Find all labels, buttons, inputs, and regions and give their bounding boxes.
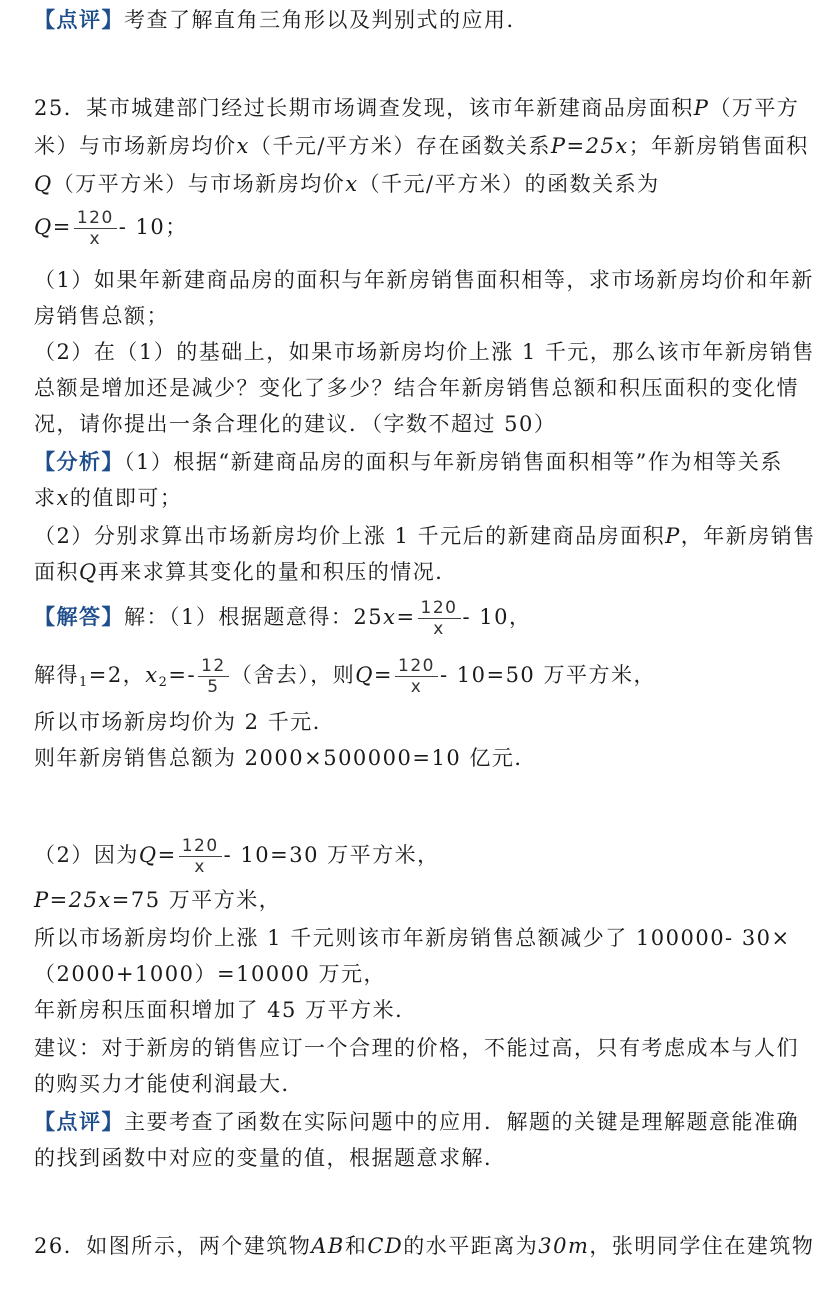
text: （万平方米）与市场新房均价 xyxy=(52,172,346,196)
denominator: x xyxy=(433,619,445,639)
q25-line-1 xyxy=(34,94,799,122)
answer-line-4: 则年新房销售总额为 2000×500000=10 亿元． xyxy=(34,746,537,770)
text: （2）因为 xyxy=(34,843,139,867)
text: 解：（1）根据题意得：25 xyxy=(124,605,384,629)
comment-line xyxy=(34,6,529,34)
q25-part2-c: 况，请你提出一条合理化的建议．（字数不超过 50） xyxy=(34,412,557,436)
q25-part2-a: （2）在（1）的基础上，如果市场新房均价上涨 1 千元，那么该市年新房销售 xyxy=(34,340,815,364)
text: - 10=50 万平方米， xyxy=(439,663,656,687)
text: 和 xyxy=(344,1234,368,1258)
text: （千元/平方米）的函数关系为 xyxy=(358,172,660,196)
fraction xyxy=(179,836,222,877)
denominator: 5 xyxy=(207,677,220,697)
text: = xyxy=(396,605,416,629)
answer-line-2 xyxy=(34,656,656,697)
answer-line-10: 建议：对于新房的销售应订一个合理的价格，不能过高，只有考虑成本与人们 xyxy=(34,1036,799,1060)
q25-line-3 xyxy=(34,170,660,198)
text: 的水平距离为 xyxy=(403,1234,539,1258)
var: P xyxy=(665,524,681,548)
var: 30m xyxy=(538,1234,590,1258)
var: P xyxy=(693,96,710,120)
denominator: x xyxy=(89,229,102,249)
var: Q xyxy=(79,560,98,584)
var: CD xyxy=(367,1234,404,1258)
comment-tag: 【点评】 xyxy=(34,1109,124,1134)
comment2-line-2: 的找到函数中对应的变量的值，根据题意求解． xyxy=(34,1146,507,1170)
answer-line-8: （2000+1000）=10000 万元， xyxy=(34,962,387,986)
var: Q= xyxy=(355,663,394,687)
answer-line-5 xyxy=(34,836,440,877)
text: 米）与市场新房均价 xyxy=(34,134,237,158)
fraction xyxy=(198,656,229,697)
text: - 10； xyxy=(118,215,188,239)
q25-formula xyxy=(34,208,188,249)
q25-part1-a: （1）如果年新建商品房的面积与年新房销售面积相等，求市场新房均价和年新 xyxy=(34,268,814,292)
text: =- xyxy=(168,663,197,687)
text: - 10=30 万平方米， xyxy=(223,843,440,867)
analysis-tag: 【分析】 xyxy=(34,449,124,474)
analysis-line-3 xyxy=(34,522,816,550)
text: =2， xyxy=(88,663,146,687)
subscript: 2 xyxy=(158,675,169,690)
numerator: 120 xyxy=(74,208,117,229)
var: x xyxy=(383,605,397,629)
fraction xyxy=(395,656,438,697)
denominator: x xyxy=(410,677,423,697)
text: 解得 xyxy=(34,663,79,687)
answer-line-7: 所以市场新房均价上涨 1 千元则该市年新房销售总额减少了 100000- 30× xyxy=(34,926,791,950)
text: （1）根据“新建商品房的面积与年新房销售面积相等”作为相等关系 xyxy=(124,450,783,474)
text: 面积 xyxy=(34,560,79,584)
numerator: 12 xyxy=(198,656,229,677)
comment-tag: 【点评】 xyxy=(34,7,124,32)
fraction xyxy=(74,208,117,249)
numerator: 120 xyxy=(179,836,222,857)
analysis-line-2 xyxy=(34,484,182,512)
fraction xyxy=(418,598,461,639)
var: AB xyxy=(311,1234,345,1258)
formula: P=25x xyxy=(34,888,112,912)
text: （2）分别求算出市场新房均价上涨 1 千元后的新建商品房面积 xyxy=(34,524,666,548)
denominator: x xyxy=(194,857,206,877)
numerator: 120 xyxy=(395,656,438,677)
text: 主要考查了函数在实际问题中的应用．解题的关键是理解题意能准确 xyxy=(124,1110,799,1134)
text: 26．如图所示，两个建筑物 xyxy=(34,1234,312,1258)
text: 再来求算其变化的量和积压的情况． xyxy=(97,560,458,584)
text: ；年新房销售面积 xyxy=(628,134,809,158)
var: Q= xyxy=(34,215,72,239)
answer-line-6 xyxy=(34,886,281,914)
var: Q= xyxy=(138,843,177,867)
q25-part1-b: 房销售总额； xyxy=(34,304,169,328)
comment2-line-1 xyxy=(34,1108,799,1136)
text: ，年新房销售 xyxy=(680,524,816,548)
var: x xyxy=(56,486,70,510)
subscript: 1 xyxy=(79,675,89,690)
answer-line-1 xyxy=(34,598,532,639)
answer-line-11: 的购买力才能使利润最大． xyxy=(34,1072,304,1096)
text: ，张明同学住在建筑物 xyxy=(589,1234,815,1258)
q25-line-2 xyxy=(34,132,809,160)
var: Q xyxy=(34,172,53,196)
text: - 10， xyxy=(462,605,532,629)
analysis-line-1 xyxy=(34,448,783,476)
answer-line-3: 所以市场新房均价为 2 千元． xyxy=(34,710,336,734)
comment-text: 考查了解直角三角形以及判别式的应用． xyxy=(124,8,529,32)
numerator: 120 xyxy=(418,598,461,619)
text: 25．某市城建部门经过长期市场调查发现，该市年新建商品房面积 xyxy=(34,96,694,120)
text: =75 万平方米， xyxy=(111,888,282,912)
var: x xyxy=(236,134,250,158)
text: 求 xyxy=(34,486,57,510)
text: （舍去），则 xyxy=(230,663,356,687)
text: （万平方 xyxy=(709,96,800,120)
var: x xyxy=(145,663,159,687)
q25-part2-b: 总额是增加还是减少？变化了多少？结合年新房销售总额和积压面积的变化情 xyxy=(34,376,799,400)
var: x xyxy=(345,172,359,196)
answer-tag: 【解答】 xyxy=(34,604,124,629)
formula: P=25x xyxy=(550,134,629,158)
answer-line-9: 年新房积压面积增加了 45 万平方米． xyxy=(34,998,418,1022)
text: 的值即可； xyxy=(69,486,183,510)
q26-line-1 xyxy=(34,1232,814,1260)
text: （千元/平方米）存在函数关系 xyxy=(249,134,551,158)
analysis-line-4 xyxy=(34,558,458,586)
